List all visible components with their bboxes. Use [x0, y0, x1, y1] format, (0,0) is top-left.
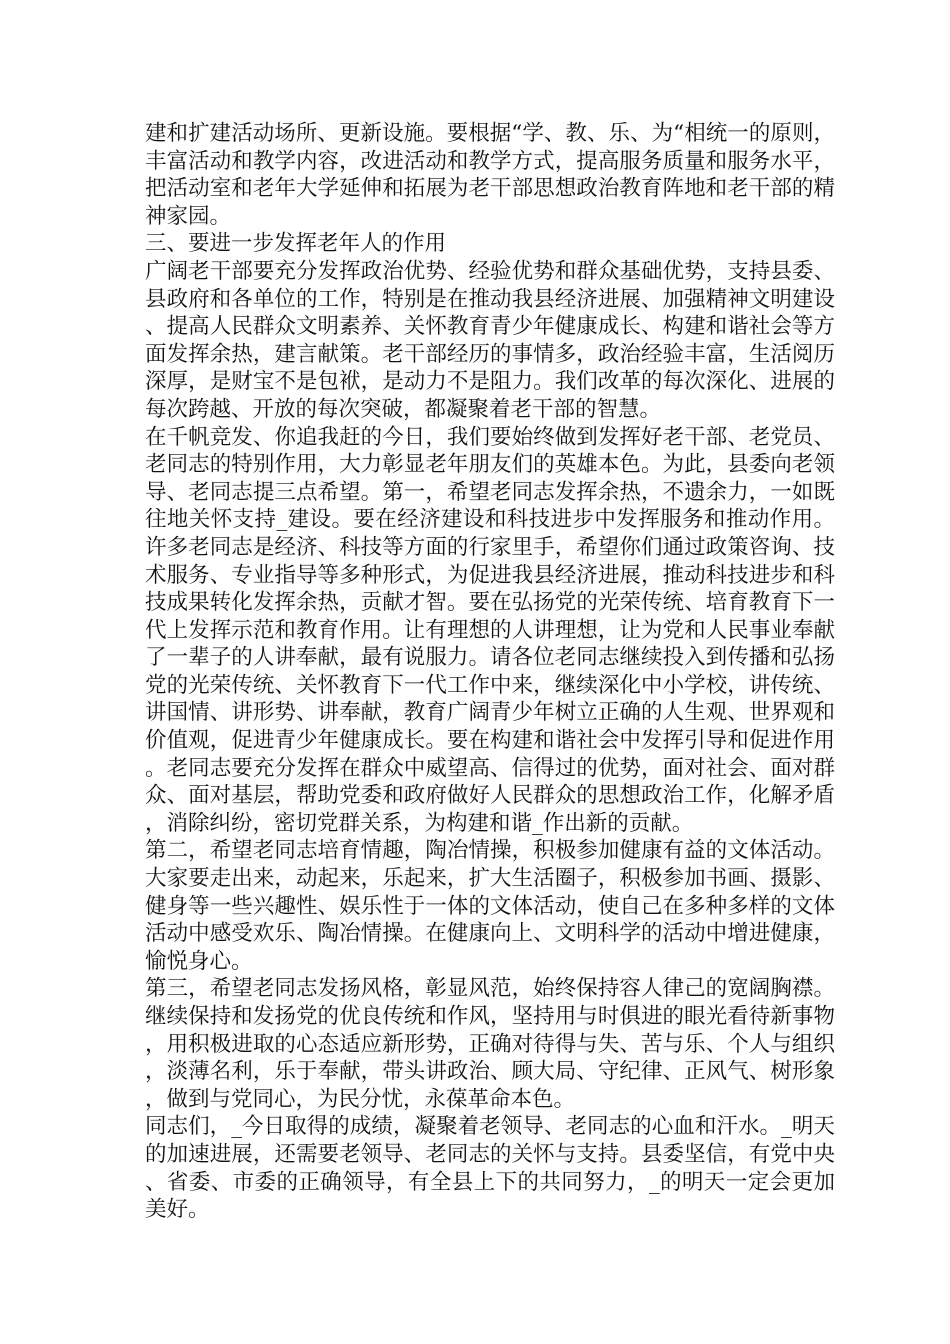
paragraph-third-hope: 第三，希望老同志发扬风格，彰显风范，始终保持容人律己的宽阔胸襟。继续保持和发扬党的优良传统和作风，坚持用与时俱进的眼光看待新事物，用积极进取的心态适应新形势，正确对待得与失、苦与乐、个人与组织，淡薄名利，乐于奉献，带头讲政治、顾大局、守纪律、正风气、树形象，做到与党同心，为民分忧，永葆革命本色。	[145, 976, 835, 1112]
paragraph-intro: 建和扩建活动场所、更新设施。要根据“学、教、乐、为“相统一的原则，丰富活动和教学内容，改进活动和教学方式，提高服务质量和服务水平，把活动室和老年大学延伸和拓展为老干部思想政治教育阵地和老干部的精神家园。	[145, 121, 835, 229]
paragraph-first-hope: 在千帆竞发、你追我赶的今日，我们要始终做到发挥好老干部、老党员、老同志的特别作用，大力彰显老年朋友们的英雄本色。为此，县委向老领导、老同志提三点希望。第一，希望老同志发挥余热，不遗余力，一如既往地关怀支持_建设。要在经济建设和科技进步中发挥服务和推动作用。许多老同志是经济、科技等方面的行家里手，希望你们通过政策咨询、技术服务、专业指导等多种形式，为促进我县经济进展，推动科技进步和科技成果转化发挥余热，贡献才智。要在弘扬党的光荣传统、培育教育下一代上发挥示范和教育作用。让有理想的人讲理想，让为党和人民事业奉献了一辈子的人讲奉献，最有说服力。请各位老同志继续投入到传播和弘扬党的光荣传统、关怀教育下一代工作中来，继续深化中小学校，讲传统、讲国情、讲形势、讲奉献，教育广阔青少年树立正确的人生观、世界观和价值观，促进青少年健康成长。要在构建和谐社会中发挥引导和促进作用。老同志要充分发挥在群众中威望高、信得过的优势，面对社会、面对群众、面对基层，帮助党委和政府做好人民群众的思想政治工作，化解矛盾，消除纠纷，密切党群关系，为构建和谐_作出新的贡献。	[145, 424, 835, 836]
paragraph-role: 广阔老干部要充分发挥政治优势、经验优势和群众基础优势，支持县委、县政府和各单位的工作，特别是在推动我县经济进展、加强精神文明建设、提高人民群众文明素养、关怀教育青少年健康成长、构建和谐社会等方面发挥余热，建言献策。老干部经历的事情多，政治经验丰富，生活阅历深厚，是财宝不是包袱，是动力不是阻力。我们改革的每次深化、进展的每次跨越、开放的每次突破，都凝聚着老干部的智慧。	[145, 258, 835, 422]
document-page	[145, 120, 835, 1224]
paragraph-closing: 同志们，_今日取得的成绩，凝聚着老领导、老同志的心血和汗水。_明天的加速进展，还需要老领导、老同志的关怀与支持。县委坚信，有党中央、省委、市委的正确领导，有全县上下的共同努力，_的明天一定会更加美好。	[145, 1114, 835, 1223]
paragraph-second-hope: 第二，希望老同志培育情趣，陶冶情操，积极参加健康有益的文体活动。大家要走出来，动起来，乐起来，扩大生活圈子，积极参加书画、摄影、健身等一些兴趣性、娱乐性于一体的文体活动，使自己在多种多样的文体活动中感受欢乐、陶冶情操。在健康向上、文明科学的活动中增进健康，愉悦身心。	[145, 838, 835, 974]
section-heading: 三、要进一步发挥老年人的作用	[145, 231, 447, 257]
